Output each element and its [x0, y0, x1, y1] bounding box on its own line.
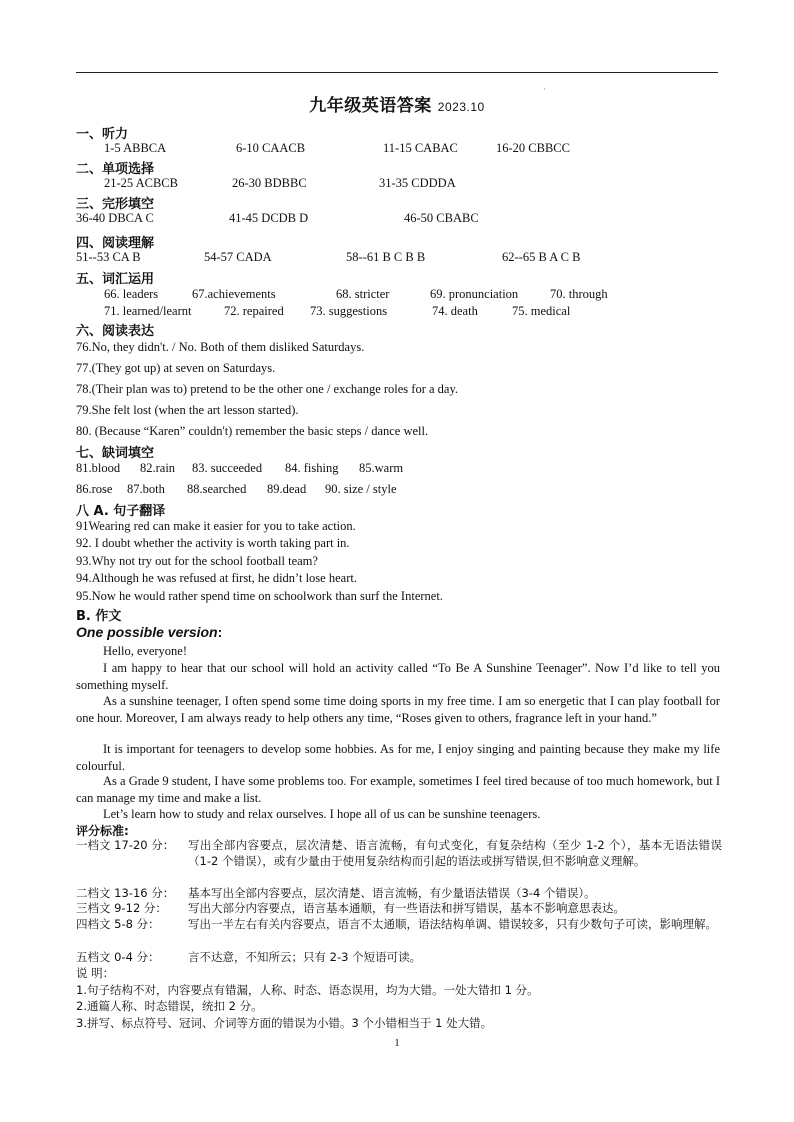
- grade-label: 二档文 13-16 分：: [76, 886, 175, 900]
- section-multiple-choice-heading: 二、单项选择: [76, 162, 155, 177]
- essay-paragraph: It is important for teenagers to develop some hobbies. As for me, I enjoy singing and painting because they make my life colourful.: [76, 742, 720, 773]
- note-line: 1.句子结构不对，内容要点有错漏，人称、时态、语态误用，均为大错。一处大错扣 1 分。: [76, 983, 539, 997]
- answer-item: 72. repaired: [224, 304, 284, 318]
- answer-item: 70. through: [550, 287, 608, 301]
- answer-group: 46-50 CBABC: [404, 211, 479, 225]
- essay-paragraph: Hello, everyone!: [103, 644, 187, 658]
- answer-item: 75. medical: [512, 304, 571, 318]
- answer-item: 89.dead: [267, 482, 307, 496]
- answer-group: 31-35 CDDDA: [379, 176, 456, 190]
- criteria-grade-4: [76, 917, 717, 933]
- answer-item: 68. stricter: [336, 287, 390, 301]
- answer-item: 90. size / style: [325, 482, 397, 496]
- grade-label: 四档文 5-8 分：: [76, 917, 160, 931]
- grade-text: 写出一半左右有关内容要点，语言不太通顺，语法结构单调、错误较多，只有少数句子可读，影响理解。: [188, 917, 717, 931]
- section-listening-heading: 一、听力: [76, 127, 129, 142]
- grade-label: 五档文 0-4 分：: [76, 950, 160, 964]
- essay-paragraph: As a sunshine teenager, I often spend some time doing sports in my free time. I am so energetic that I can play football for one hour. Moreover, I am always ready to help others any time, “Roses given to others, fragrance left in your hand.”: [76, 694, 720, 725]
- criteria-grade-5: [76, 950, 422, 966]
- answer-line: 94.Although he was refused at first, he didn’t lose heart.: [76, 571, 357, 585]
- notes-heading: 说 明：: [76, 966, 115, 980]
- answer-line: 76.No, they didn't. / No. Both of them disliked Saturdays.: [76, 340, 365, 354]
- answer-line: 95.Now he would rather spend time on schoolwork than surf the Internet.: [76, 589, 443, 603]
- answer-item: 82.rain: [140, 461, 176, 475]
- answer-group: 16-20 CBBCC: [496, 141, 570, 155]
- section-vocabulary-heading: 五、词汇运用: [76, 272, 155, 287]
- answer-line: 80. (Because “Karen” couldn't) remember the basic steps / dance well.: [76, 424, 429, 438]
- answer-group: 11-15 CABAC: [383, 141, 458, 155]
- stray-mark: ·: [543, 85, 546, 94]
- answer-item: 87.both: [127, 482, 165, 496]
- answer-line: 77.(They got up) at seven on Saturdays.: [76, 361, 276, 375]
- grade-text: 言不达意，不知所云；只有 2-3 个短语可读。: [188, 950, 422, 964]
- section-writing-heading: B. 作文: [76, 609, 122, 624]
- answer-line: 91Wearing red can make it easier for you to take action.: [76, 519, 356, 533]
- note-line: 2.通篇人称、时态错误，统扣 2 分。: [76, 999, 263, 1013]
- criteria-heading: 评分标准:: [76, 824, 129, 838]
- essay-paragraph: I am happy to hear that our school will hold an activity called “To Be A Sunshine Teenager”. Now I’d like to tell you something myself.: [76, 661, 720, 692]
- grade-text: 基本写出全部内容要点，层次清楚、语言流畅，有少量语法错误（3-4 个错误）。: [188, 886, 596, 900]
- answer-group: 51--53 CA B: [76, 250, 141, 264]
- answer-group: 41-45 DCDB D: [229, 211, 309, 225]
- answer-item: 88.searched: [187, 482, 247, 496]
- title-date: 2023.10: [437, 100, 485, 114]
- grade-label: 三档文 9-12 分：: [76, 901, 167, 915]
- answer-group: 6-10 CAACB: [236, 141, 306, 155]
- answer-item: 69. pronunciation: [430, 287, 519, 301]
- essay-paragraph: Let’s learn how to study and relax ourselves. I hope all of us can be sunshine teenagers.: [103, 807, 541, 821]
- answer-group: 54-57 CADA: [204, 250, 272, 264]
- section-cloze-heading: 三、完形填空: [76, 197, 155, 212]
- criteria-grade-2: [76, 886, 596, 902]
- answer-item: 66. leaders: [104, 287, 159, 301]
- section-reading-heading: 四、阅读理解: [76, 236, 155, 251]
- answer-group: 62--65 B A C B: [502, 250, 581, 264]
- answer-item: 74. death: [432, 304, 478, 318]
- grade-text: 写出大部分内容要点，语言基本通顺，有一些语法和拼写错误，基本不影响意思表达。: [188, 901, 625, 915]
- note-line: 3.拼写、标点符号、冠词、介词等方面的错误为小错。3 个小错相当于 1 处大错。: [76, 1016, 493, 1030]
- answer-group: 26-30 BDBBC: [232, 176, 307, 190]
- answer-item: 84. fishing: [285, 461, 339, 475]
- page-title: [0, 91, 794, 116]
- answer-group: 21-25 ACBCB: [104, 176, 178, 190]
- answer-line: 79.She felt lost (when the art lesson started).: [76, 403, 299, 417]
- answer-item: 71. learned/learnt: [104, 304, 192, 318]
- answer-item: 83. succeeded: [192, 461, 263, 475]
- answer-item: 73. suggestions: [310, 304, 388, 318]
- page-number: 1: [394, 1037, 400, 1049]
- answer-group: 1-5 ABBCA: [104, 141, 167, 155]
- answer-line: 78.(Their plan was to) pretend to be the other one / exchange roles for a day.: [76, 382, 459, 396]
- criteria-grade-3: [76, 901, 625, 917]
- answer-item: 67.achievements: [192, 287, 276, 301]
- essay-paragraph: As a Grade 9 student, I have some problems too. For example, sometimes I feel tired because of too much homework, but I can manage my time and make a list.: [76, 774, 720, 805]
- answer-item: 85.warm: [359, 461, 404, 475]
- essay-heading-colon: :: [217, 624, 223, 640]
- answer-line: 93.Why not try out for the school football team?: [76, 554, 318, 568]
- answer-line: 92. I doubt whether the activity is worth taking part in.: [76, 536, 350, 550]
- essay-heading: [76, 624, 222, 640]
- section-gap-filling-heading: 七、缺词填空: [76, 446, 155, 461]
- grade-label: 一档文 17-20 分：: [76, 838, 175, 852]
- grade-text: 写出全部内容要点，层次清楚、语言流畅，有句式变化，有复杂结构（至少 1-2 个），基本无语法错误（1-2 个错误），或有少量由于使用复杂结构而引起的语法或拼写错误,但不影响意义理解。: [188, 838, 722, 868]
- section-reading-expression-heading: 六、阅读表达: [76, 324, 155, 339]
- answer-item: 81.blood: [76, 461, 121, 475]
- title-text: 九年级英语答案: [309, 96, 432, 116]
- answer-group: 36-40 DBCA C: [76, 211, 154, 225]
- section-translation-heading: 八 A. 句子翻译: [76, 504, 166, 519]
- answer-group: 58--61 B C B B: [346, 250, 426, 264]
- criteria-grade-1: [76, 838, 722, 868]
- header-rule: [76, 72, 718, 73]
- essay-heading-text: One possible version: [76, 624, 218, 640]
- answer-item: 86.rose: [76, 482, 113, 496]
